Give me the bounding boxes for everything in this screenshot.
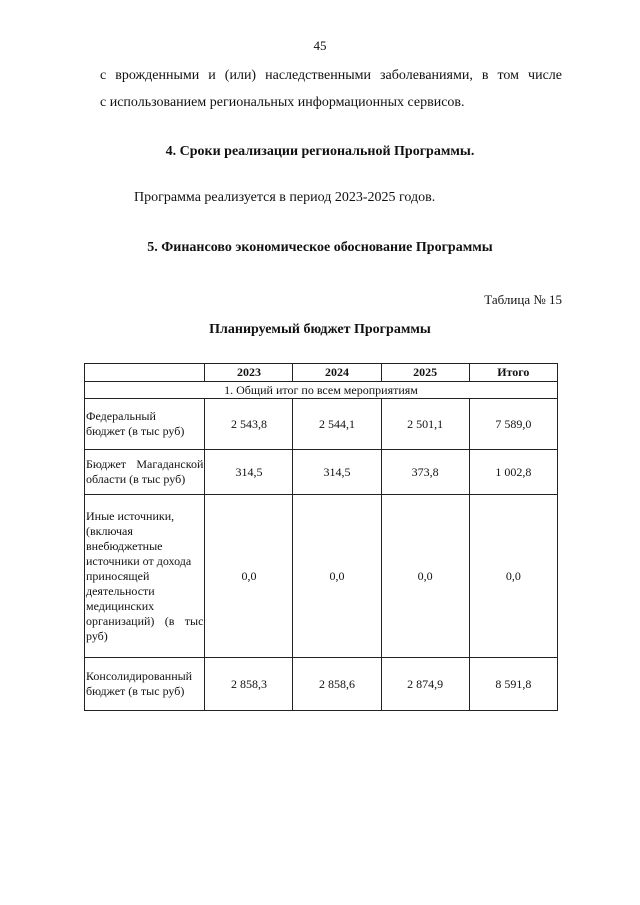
intro-line-2: с использованием региональных информационных сервисов. [100, 95, 465, 110]
table-header-2025: 2025 [381, 364, 469, 382]
table-title: Планируемый бюджет Программы [209, 322, 431, 337]
table-header-row [85, 364, 558, 382]
row-label-line: области (в тыс руб) [86, 472, 186, 486]
table-section-label: 1. Общий итог по всем мероприятиям [85, 382, 558, 399]
cell-value: 1 002,8 [469, 450, 557, 495]
row-label-line: Бюджет Магаданской [86, 457, 204, 471]
row-label-consolidated [85, 658, 205, 711]
table-header-total: Итого [469, 364, 557, 382]
row-label-line: медицинских [86, 598, 155, 613]
cell-value: 2 874,9 [381, 658, 469, 711]
table-section-row [85, 382, 558, 399]
cell-value: 0,0 [381, 495, 469, 658]
row-label-line: руб) [86, 628, 108, 643]
table-header-empty [85, 364, 205, 382]
row-label-line: внебюджетные [86, 538, 163, 553]
section-4-heading: 4. Сроки реализации региональной Программы. [165, 144, 475, 159]
row-label-line: приносящей [86, 568, 150, 583]
table-row [85, 399, 558, 450]
row-label-line: (включая [86, 523, 133, 538]
row-label-federal [85, 399, 205, 450]
row-label-line: Федеральный [86, 409, 156, 423]
row-label-line: бюджет (в тыс руб) [86, 684, 185, 698]
row-label-line: источники от дохода [86, 553, 192, 568]
section-5-heading: 5. Финансово экономическое обоснование Программы [147, 240, 493, 255]
row-label-line: Иные источники, [86, 508, 175, 523]
cell-value: 2 544,1 [293, 399, 381, 450]
cell-value: 0,0 [469, 495, 557, 658]
table-header-2024: 2024 [293, 364, 381, 382]
row-label-other-sources [85, 495, 205, 658]
cell-value: 314,5 [293, 450, 381, 495]
cell-value: 0,0 [293, 495, 381, 658]
cell-value: 373,8 [381, 450, 469, 495]
cell-value: 0,0 [205, 495, 293, 658]
cell-value: 7 589,0 [469, 399, 557, 450]
cell-value: 2 858,6 [293, 658, 381, 711]
table-number: Таблица № 15 [484, 292, 562, 307]
cell-value: 2 543,8 [205, 399, 293, 450]
cell-value: 2 858,3 [205, 658, 293, 711]
cell-value: 314,5 [205, 450, 293, 495]
page-number: 45 [313, 38, 327, 53]
table-row [85, 450, 558, 495]
table-header-2023: 2023 [205, 364, 293, 382]
table-row [85, 495, 558, 658]
cell-value: 2 501,1 [381, 399, 469, 450]
row-label-line: деятельности [86, 583, 155, 598]
intro-line-1: с врожденными и (или) наследственными заболеваниями, в том числе [100, 68, 562, 83]
section-4-text: Программа реализуется в период 2023-2025 годов. [134, 190, 436, 205]
row-label-magadan [85, 450, 205, 495]
cell-value: 8 591,8 [469, 658, 557, 711]
budget-table [84, 363, 558, 711]
table-row [85, 658, 558, 711]
row-label-line: бюджет (в тыс руб) [86, 424, 185, 438]
row-label-line: организаций) (в тыс [86, 613, 204, 628]
row-label-line: Консолидированный [86, 669, 193, 683]
